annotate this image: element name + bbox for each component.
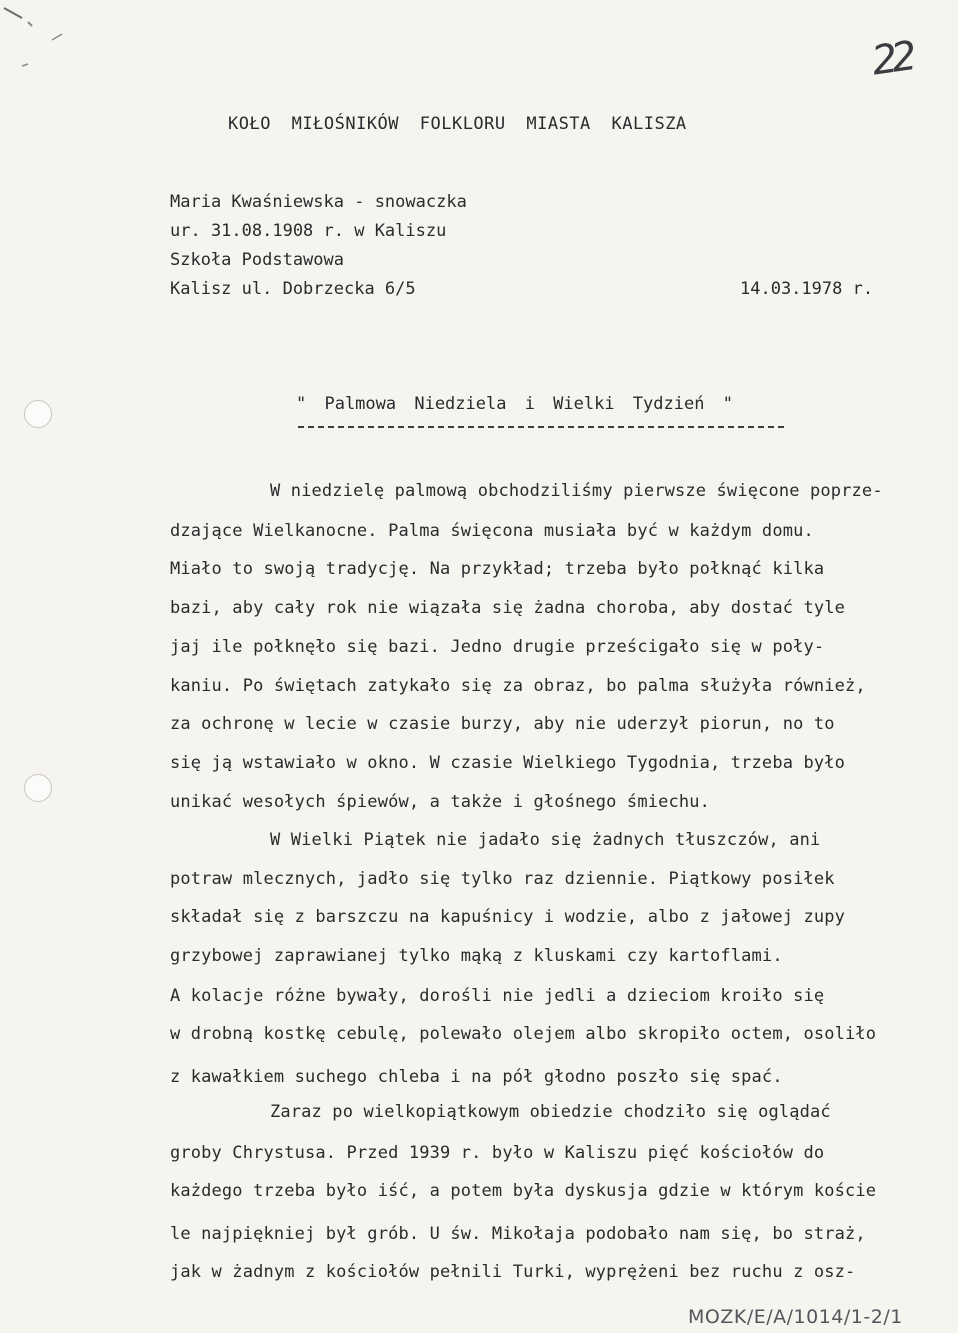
text-line: grzybowej zaprawianej tylko mąką z kluskami czy kartoflami. — [170, 946, 783, 966]
text-line: się ją wstawiało w okno. W czasie Wielkiego Tygodnia, trzeba było — [170, 753, 846, 773]
archive-signature: MOZK/E/A/1014/1-2/1 — [688, 1306, 903, 1328]
text-line: Miało to swoją tradycję. Na przykład; trzeba było połknąć kilka — [170, 559, 825, 579]
text-line: W Wielki Piątek nie jadało się żadnych tłuszczów, ani — [270, 830, 821, 850]
text-line: za ochronę w lecie w czasie burzy, aby nie uderzył piorun, no to — [170, 714, 835, 734]
informant-name: Maria Kwaśniewska - snowaczka — [170, 192, 467, 212]
handwritten-page-number: 22 — [868, 33, 914, 85]
punch-hole-upper — [24, 400, 52, 428]
text-line: le najpiękniej był grób. U św. Mikołaja podobało nam się, bo straż, — [170, 1224, 866, 1244]
text-line: potraw mlecznych, jadło się tylko raz dziennie. Piątkowy posiłek — [170, 869, 835, 889]
document-date: 14.03.1978 r. — [740, 279, 874, 299]
text-line: dzające Wielkanocne. Palma święcona musiała być w każdym domu. — [170, 521, 814, 541]
text-line: A kolacje różne bywały, dorośli nie jedli a dzieciom kroiło się — [170, 986, 825, 1006]
address-line: Kalisz ul. Dobrzecka 6/5 — [170, 279, 416, 299]
text-line: jaj ile połknęło się bazi. Jedno drugie prześcigało się w poły- — [170, 637, 825, 657]
text-line: w drobną kostkę cebulę, polewało olejem albo skropiło octem, osoliło — [170, 1024, 877, 1044]
corner-ink-mark — [0, 0, 70, 80]
text-line: z kawałkiem suchego chleba i na pół głodno poszło się spać. — [170, 1067, 783, 1087]
text-line: Zaraz po wielkopiątkowym obiedzie chodziło się oglądać — [270, 1102, 831, 1122]
punch-hole-lower — [24, 774, 52, 802]
text-line: groby Chrystusa. Przed 1939 r. było w Kaliszu pięć kościołów do — [170, 1143, 825, 1163]
text-line: kaniu. Po świętach zatykało się za obraz, bo palma służyła również, — [170, 676, 866, 696]
text-line: W niedzielę palmową obchodziliśmy pierwsze święcone poprze- — [270, 481, 883, 501]
text-line: jak w żadnym z kościołów pełnili Turki, wyprężeni bez ruchu z osz- — [170, 1262, 856, 1282]
title-underline — [298, 426, 784, 428]
text-line: unikać wesołych śpiewów, a także i głośnego śmiechu. — [170, 792, 711, 812]
organization-heading: KOŁO MIŁOŚNIKÓW FOLKLORU MIASTA KALISZA — [228, 114, 687, 134]
text-line: każdego trzeba było iść, a potem była dyskusja gdzie w którym koście — [170, 1181, 877, 1201]
birth-info: ur. 31.08.1908 r. w Kaliszu — [170, 221, 447, 241]
education: Szkoła Podstawowa — [170, 250, 344, 270]
text-line: bazi, aby cały rok nie wiązała się żadna choroba, aby dostać tyle — [170, 598, 846, 618]
text-line: składał się z barszczu na kapuśnicy i wodzie, albo z jałowej zupy — [170, 907, 846, 927]
document-title: " Palmowa Niedziela i Wielki Tydzień " — [296, 394, 733, 414]
